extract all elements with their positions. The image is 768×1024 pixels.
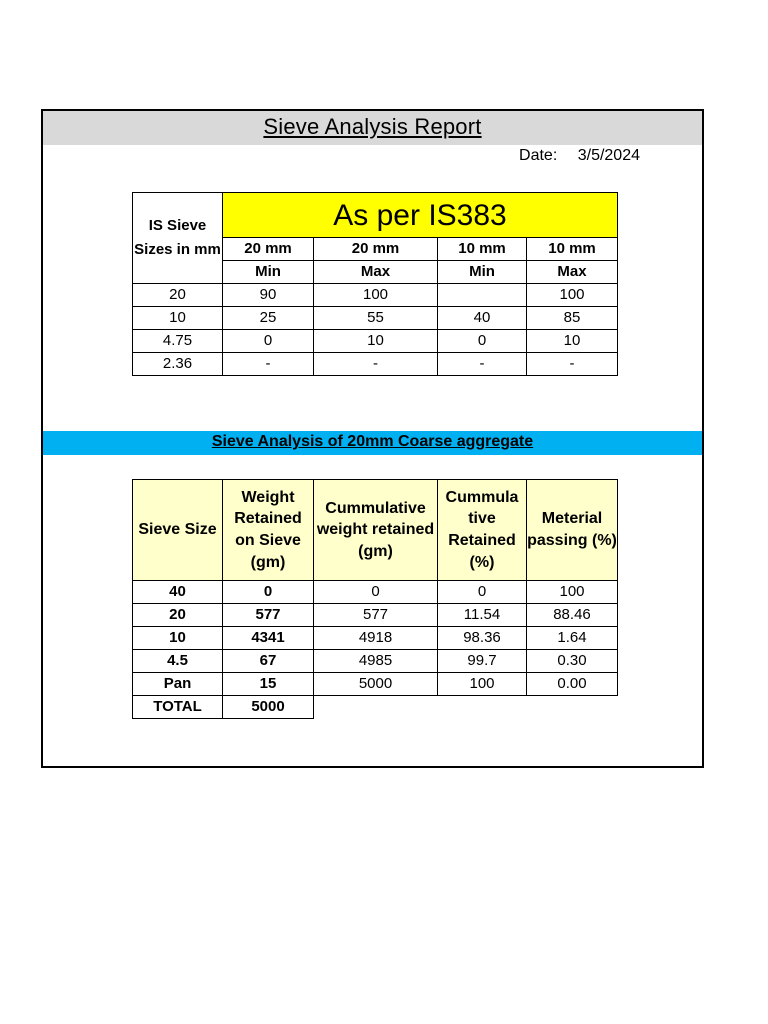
spec-sieve-size: 2.36 [133,353,223,376]
col-header-cumulative-pct: Cummula tive Retained (%) [438,480,527,581]
date-value: 3/5/2024 [577,147,640,164]
spec-value [438,284,527,307]
material-passing: 100 [527,581,618,604]
sieve-size: 10 [133,627,223,650]
cumulative-weight: 577 [314,604,438,627]
empty-cell [314,696,438,719]
table-row [133,604,618,627]
spec-value: - [314,353,438,376]
spec-value: 0 [438,330,527,353]
cumulative-pct: 99.7 [438,650,527,673]
spec-col-limit: Max [314,261,438,284]
cumulative-pct: 0 [438,581,527,604]
spec-value: 90 [223,284,314,307]
table-row [133,307,618,330]
cumulative-pct: 98.36 [438,627,527,650]
cumulative-pct: 11.54 [438,604,527,627]
spec-value: - [527,353,618,376]
spec-value: 0 [223,330,314,353]
table-row [133,581,618,604]
empty-cell [527,696,618,719]
spec-value: 25 [223,307,314,330]
spec-value: 85 [527,307,618,330]
spec-value: - [223,353,314,376]
table-row [133,353,618,376]
table-row [133,627,618,650]
col-header-cumulative-weight: Cummulative weight retained (gm) [314,480,438,581]
spec-sieve-size: 4.75 [133,330,223,353]
table-row [133,284,618,307]
sieve-size: 4.5 [133,650,223,673]
spec-col-size: 10 mm [438,238,527,261]
empty-cell [438,696,527,719]
spec-col-size: 10 mm [527,238,618,261]
cumulative-weight: 4918 [314,627,438,650]
total-label: TOTAL [133,696,223,719]
date-label: Date: [519,147,558,164]
spec-col-limit: Max [527,261,618,284]
spec-sieve-size: 10 [133,307,223,330]
report-title: Sieve Analysis Report [263,114,482,139]
spec-col-limit: Min [223,261,314,284]
spec-value: 10 [527,330,618,353]
weight-retained: 67 [223,650,314,673]
spec-value: - [438,353,527,376]
spec-col-size: 20 mm [223,238,314,261]
table-row [133,673,618,696]
sieve-size: 40 [133,581,223,604]
table-row [133,650,618,673]
cumulative-weight: 5000 [314,673,438,696]
section-header-bar [43,431,702,455]
col-header-weight-retained: Weight Retained on Sieve (gm) [223,480,314,581]
section-title: Sieve Analysis of 20mm Coarse aggregate [211,433,534,450]
material-passing: 1.64 [527,627,618,650]
table-row [133,330,618,353]
spec-col-limit: Min [438,261,527,284]
spec-value: 10 [314,330,438,353]
spec-value: 100 [314,284,438,307]
sieve-size: 20 [133,604,223,627]
is383-spec-table [132,192,618,376]
col-header-sieve-size: Sieve Size [133,480,223,581]
cumulative-weight: 4985 [314,650,438,673]
material-passing: 0.00 [527,673,618,696]
spec-size-header: IS Sieve Sizes in mm [133,193,223,284]
spec-banner: As per IS383 [223,193,618,238]
total-value: 5000 [223,696,314,719]
spec-sieve-size: 20 [133,284,223,307]
weight-retained: 577 [223,604,314,627]
cumulative-weight: 0 [314,581,438,604]
spec-value: 40 [438,307,527,330]
material-passing: 88.46 [527,604,618,627]
total-row [133,696,618,719]
material-passing: 0.30 [527,650,618,673]
date-row [519,147,640,165]
weight-retained: 15 [223,673,314,696]
report-title-bar [43,111,702,145]
weight-retained: 4341 [223,627,314,650]
spec-value: 100 [527,284,618,307]
spec-value: 55 [314,307,438,330]
sieve-analysis-report [41,109,704,768]
weight-retained: 0 [223,581,314,604]
sieve-results-table [132,479,618,719]
sieve-size: Pan [133,673,223,696]
cumulative-pct: 100 [438,673,527,696]
table-header-row [133,480,618,581]
spec-col-size: 20 mm [314,238,438,261]
col-header-material-passing: Meterial passing (%) [527,480,618,581]
